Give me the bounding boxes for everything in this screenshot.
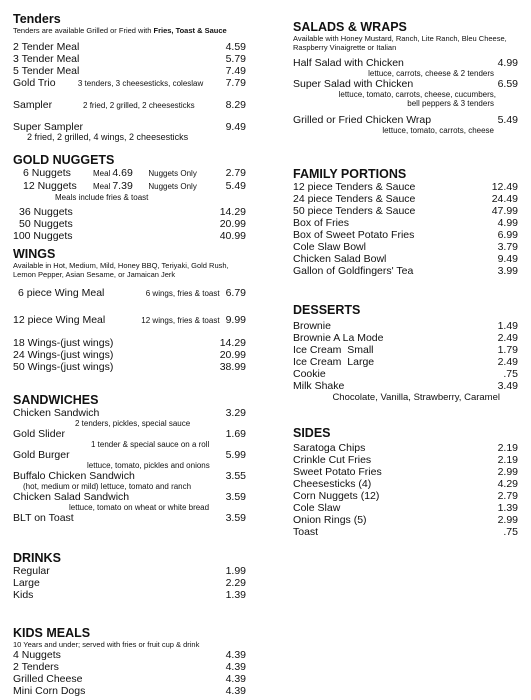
- menu-item: 12 Nuggets Meal 7.39 Nuggets Only 5.49: [23, 180, 246, 192]
- menu-item: Brownie 1.49: [293, 320, 518, 332]
- tenders-section: [13, 12, 246, 142]
- menu-item: Chicken Sandwich 3.29: [13, 407, 246, 419]
- menu-item: Mini Corn Dogs 4.39: [13, 685, 246, 697]
- item-description: 2 tenders, pickles, special sauce: [75, 419, 191, 428]
- menu-item: Buffalo Chicken Sandwich 3.55: [13, 470, 246, 482]
- tenders-heading: Tenders: [13, 12, 61, 26]
- menu-item: 3 Tender Meal 5.79: [13, 53, 246, 65]
- menu-item: 6 piece Wing Meal 6 wings, fries & toast 6.79: [18, 287, 246, 299]
- menu-item: 50 piece Tenders & Sauce 47.99: [293, 205, 518, 217]
- menu-item: 12 piece Wing Meal 12 wings, fries & toast 9.99: [13, 314, 246, 326]
- menu-item: Chicken Salad Bowl 9.49: [293, 253, 518, 265]
- menu-item: Sampler 2 fried, 2 grilled, 2 cheesesticks 8.29: [13, 99, 246, 111]
- item-description: Chocolate, Vanilla, Strawberry, Caramel: [332, 392, 500, 403]
- menu-item: 2 Tenders 4.39: [13, 661, 246, 673]
- menu-item: Kids 1.39: [13, 589, 246, 601]
- menu-item: 24 piece Tenders & Sauce 24.49: [293, 193, 518, 205]
- menu-item: Cookie .75: [293, 368, 518, 380]
- wings-section: [13, 247, 246, 373]
- sandwiches-section: [13, 393, 246, 524]
- menu-item: Grilled or Fried Chicken Wrap 5.49: [293, 114, 518, 126]
- menu-item: 12 piece Tenders & Sauce 12.49: [293, 181, 518, 193]
- item-description: lettuce, tomato, pickles and onions: [87, 461, 210, 470]
- menu-item: Toast .75: [293, 526, 518, 538]
- salads-note: Available with Honey Mustard, Ranch, Lite Ranch, Bleu Cheese, Raspberry Vinaigrette or Italian: [293, 34, 507, 52]
- menu-item: Cole Slaw Bowl 3.79: [293, 241, 518, 253]
- kids-note: 10 Years and under; served with fries or fruit cup & drink: [13, 640, 200, 649]
- family-heading: FAMILY PORTIONS: [293, 167, 407, 181]
- item-description: lettuce, tomato, carrots, cheese: [382, 126, 494, 135]
- menu-item: Onion Rings (5) 2.99: [293, 514, 518, 526]
- menu-item: Box of Sweet Potato Fries 6.99: [293, 229, 518, 241]
- nuggets-note: Meals include fries & toast: [55, 193, 149, 202]
- menu-item: Super Sampler 9.49: [13, 121, 246, 133]
- menu-item: Ice Cream Large 2.49: [293, 356, 518, 368]
- kids-heading: KIDS MEALS: [13, 626, 91, 640]
- item-description: lettuce, tomato on wheat or white bread: [69, 503, 210, 512]
- menu-item: Saratoga Chips 2.19: [293, 442, 518, 454]
- wings-heading: WINGS: [13, 247, 56, 261]
- menu-item: Large 2.29: [13, 577, 246, 589]
- item-description: lettuce, tomato, carrots, cheese, cucumbers,: [338, 90, 496, 99]
- item-description: bell peppers & 3 tenders: [407, 99, 494, 108]
- salads-heading: SALADS & WRAPS: [293, 20, 407, 34]
- menu-item: 24 Wings-(just wings) 20.99: [13, 349, 246, 361]
- item-description: lettuce, carrots, cheese & 2 tenders: [368, 69, 494, 78]
- menu-item: Gallon of Goldfingers' Tea 3.99: [293, 265, 518, 277]
- tenders-note: Tenders are available Grilled or Fried with Fries, Toast & Sauce: [13, 26, 227, 35]
- menu-item: 18 Wings-(just wings) 14.29: [13, 337, 246, 349]
- family-section: [293, 167, 518, 277]
- menu-item: 50 Wings-(just wings) 38.99: [13, 361, 246, 373]
- item-description: (hot, medium or mild) lettuce, tomato and ranch: [23, 482, 192, 491]
- desserts-heading: DESSERTS: [293, 303, 361, 317]
- drinks-section: [13, 551, 246, 601]
- item-description: 1 tender & special sauce on a roll: [91, 440, 210, 449]
- menu-item: Sweet Potato Fries 2.99: [293, 466, 518, 478]
- nuggets-heading: GOLD NUGGETS: [13, 153, 115, 167]
- menu-item: 4 Nuggets 4.39: [13, 649, 246, 661]
- menu-item: Crinkle Cut Fries 2.19: [293, 454, 518, 466]
- menu-item: Brownie A La Mode 2.49: [293, 332, 518, 344]
- menu-item: Cole Slaw 1.39: [293, 502, 518, 514]
- menu-item: 6 Nuggets Meal 4.69 Nuggets Only 2.79: [23, 167, 246, 179]
- desserts-section: [293, 303, 518, 403]
- menu-item: BLT on Toast 3.59: [13, 512, 246, 524]
- menu-item: 100 Nuggets 40.99: [13, 230, 246, 242]
- menu-item: Cheesesticks (4) 4.29: [293, 478, 518, 490]
- menu-item: 36 Nuggets 14.29: [19, 206, 246, 218]
- menu-item: 50 Nuggets 20.99: [19, 218, 246, 230]
- item-description: 2 fried, 2 grilled, 4 wings, 2 cheesesticks: [27, 132, 189, 142]
- sandwiches-heading: SANDWICHES: [13, 393, 99, 407]
- menu-item: Chicken Salad Sandwich 3.59: [13, 491, 246, 503]
- menu-item: Gold Slider 1.69: [13, 428, 246, 440]
- menu-item: Gold Burger 5.99: [13, 449, 246, 461]
- menu-item: Box of Fries 4.99: [293, 217, 518, 229]
- menu-item: 2 Tender Meal 4.59: [13, 41, 246, 53]
- drinks-heading: DRINKS: [13, 551, 61, 565]
- menu-item: Corn Nuggets (12) 2.79: [293, 490, 518, 502]
- menu-item: Super Salad with Chicken 6.59: [293, 78, 518, 90]
- nuggets-section: [13, 153, 246, 242]
- menu-item: Milk Shake 3.49: [293, 380, 518, 392]
- menu-item: Regular 1.99: [13, 565, 246, 577]
- kids-section: [13, 626, 246, 697]
- salads-section: [293, 20, 518, 135]
- sides-section: [293, 426, 518, 538]
- menu-item: Grilled Cheese 4.39: [13, 673, 246, 685]
- menu-item: 5 Tender Meal 7.49: [13, 65, 246, 77]
- menu-item: Half Salad with Chicken 4.99: [293, 57, 518, 69]
- menu-item: Ice Cream Small 1.79: [293, 344, 518, 356]
- menu-item: Gold Trio 3 tenders, 3 cheesesticks, coleslaw 7.79: [13, 77, 246, 89]
- sides-heading: SIDES: [293, 426, 331, 440]
- wings-note: Available in Hot, Medium, Mild, Honey BBQ, Teriyaki, Gold Rush, Lemon Pepper, Asian Sesame, or Jamaican Jerk: [13, 261, 229, 279]
